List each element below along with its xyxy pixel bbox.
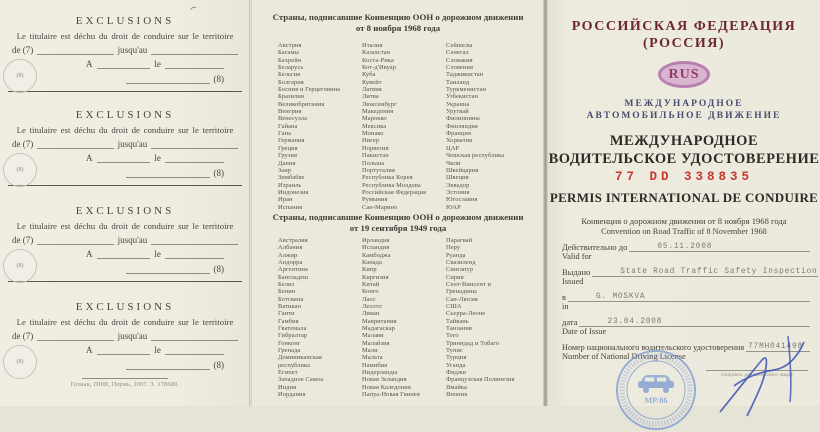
country-name: Беларусь — [278, 64, 304, 72]
field-label: de (7) — [12, 139, 34, 149]
country-name: Пакистан — [362, 152, 389, 160]
country-name: Нидерланды — [362, 369, 398, 377]
field-label: (8) — [213, 168, 224, 178]
country-name: Республика Корея — [362, 174, 413, 182]
exclusions-title: EXCLUSIONS — [75, 15, 175, 27]
field-label: A — [86, 153, 93, 163]
country-name: Венгрия — [278, 108, 302, 116]
form-row — [0, 135, 250, 149]
field-label-en: Valid for — [562, 252, 592, 261]
convention-1968-country-list — [252, 42, 544, 211]
convention-1949-title — [252, 211, 544, 234]
country-name: Кувейт — [362, 78, 382, 86]
exclusions-block — [0, 6, 250, 100]
convention-1949-country-list — [252, 237, 544, 399]
country-name: Бенин — [278, 288, 296, 296]
blank-line — [97, 249, 151, 259]
country-name: Куба — [362, 71, 376, 79]
permit-title-fr: PERMIS INTERNATIONAL DE CONDUIRE — [549, 190, 819, 205]
blank-line — [165, 345, 224, 355]
permit-cover-panel — [548, 0, 820, 406]
seal-placeholder-circle — [3, 59, 37, 93]
country-name: Бельгия — [278, 71, 301, 79]
official-signature — [700, 330, 820, 424]
exclusions-block — [0, 196, 250, 290]
car-icon — [638, 375, 674, 393]
country-name: Хорватия — [446, 137, 473, 145]
field-label: A — [86, 249, 93, 259]
country-name: Казахстан — [362, 49, 391, 57]
country-name: Тунис — [446, 347, 463, 355]
country-name: Заир — [278, 166, 292, 174]
stamp-center-text: МР/86 — [644, 396, 668, 405]
field-label: le — [154, 345, 161, 355]
field-label: jusqu'au — [117, 235, 148, 245]
form-line — [629, 241, 810, 252]
country-name: Словения — [446, 64, 474, 72]
country-name: Румыния — [362, 196, 388, 204]
form-row — [0, 231, 250, 245]
country-name: Свазиленд — [446, 258, 476, 266]
exclusions-text: Le titulaire est déchu du droit de conduire sur le territoire — [16, 125, 234, 135]
country-name: Тринидад и Тобаго — [446, 339, 500, 347]
blank-line — [126, 264, 210, 274]
field-label-ru: Действительно до — [562, 242, 628, 252]
country-name: Доминиканская республика — [278, 354, 322, 369]
country-name: Того — [446, 332, 459, 340]
field-label: le — [154, 249, 161, 259]
printer-imprint: Гознак, ППФ, Пермь, 2007. З. 178680. — [70, 381, 180, 388]
country-name: Бангладеш — [278, 273, 309, 281]
country-name: Багамы — [278, 49, 299, 57]
country-name: Российская Федерация — [362, 188, 427, 196]
field-label: A — [86, 345, 93, 355]
country-name: Аргентина — [278, 266, 308, 274]
blank-line — [151, 139, 238, 149]
country-name: Белиз — [278, 280, 295, 288]
country-name: Швейцария — [446, 166, 479, 174]
blank-line — [97, 59, 151, 69]
country-name: Исландия — [362, 244, 390, 252]
country-name: Сан-Марино — [362, 203, 398, 211]
country-name: Кот-д'Ивуар — [362, 64, 397, 72]
country-name: Андорра — [278, 258, 303, 266]
country-name: Намибия — [362, 361, 388, 369]
form-row — [74, 245, 236, 259]
country-name: Гана — [278, 130, 292, 138]
country-name: Испания — [278, 203, 303, 211]
country-name: Греция — [278, 144, 298, 152]
country-name: Французская Полинезия — [446, 376, 515, 384]
country-name: Австралия — [278, 236, 308, 244]
field-label: A — [86, 59, 93, 69]
country-name: Гибралтар — [278, 332, 308, 340]
blank-line — [97, 153, 151, 163]
country-name: Кипр — [362, 266, 377, 274]
country-name: Ямайка — [446, 383, 467, 391]
country-name: Мали — [362, 347, 378, 355]
title-line: ВОДИТЕЛЬСКОЕ УДОСТОВЕРЕНИЕ — [548, 151, 820, 167]
country-name: Уругвай — [446, 108, 469, 116]
field-label-ru: в — [562, 292, 567, 302]
country-name: Франция — [446, 130, 471, 138]
form-row — [0, 327, 250, 341]
exclusions-text: Le titulaire est déchu du droit de conduire sur le territoire — [16, 31, 234, 41]
country-name: Сан-Люсия — [446, 295, 478, 303]
country-name: Литва — [362, 93, 379, 101]
country-name: Италия — [362, 42, 383, 49]
country-column — [278, 42, 362, 211]
country-name: Болгария — [278, 78, 304, 86]
country-name: Нигер — [362, 137, 380, 145]
blank-line — [97, 345, 151, 355]
country-name: Австрия — [278, 42, 302, 49]
field-label-en: in — [562, 302, 569, 311]
exclusions-title: EXCLUSIONS — [75, 205, 175, 217]
blank-line — [37, 331, 113, 341]
country-name: Туркменистан — [446, 86, 486, 94]
country-name: Сент-Винсент и Гренадины — [446, 280, 492, 296]
field-label-en: Issued — [562, 277, 584, 286]
country-name: Латвия — [362, 86, 382, 94]
circle-note: (8) — [16, 263, 24, 269]
country-name: Руанда — [446, 251, 466, 259]
field-label-ru: Выдано — [562, 267, 591, 277]
form-line — [592, 266, 817, 277]
form-line — [579, 316, 810, 327]
country-name: Ливан — [362, 310, 380, 318]
field-label-ru: Номер национального водительского удостоверения — [562, 343, 745, 352]
form-row — [74, 55, 236, 69]
circle-note: (8) — [16, 167, 24, 173]
country-name: Турция — [446, 354, 467, 362]
circle-note: (8) — [16, 73, 24, 79]
field-label: le — [154, 153, 161, 163]
country-name: Германия — [278, 137, 305, 145]
field-label: jusqu'au — [117, 139, 148, 149]
field-label: (8) — [213, 360, 224, 370]
blank-line — [37, 235, 113, 245]
country-name: Парагвай — [446, 236, 473, 244]
country-name: Дания — [278, 159, 296, 167]
country-name: Конго — [362, 288, 379, 296]
rus-badge-wrap — [548, 61, 820, 88]
divider — [82, 378, 168, 379]
country-name: Гаити — [278, 310, 295, 318]
country-name: Швеция — [446, 174, 469, 182]
country-name: Индия — [278, 383, 297, 391]
country-name: Чили — [446, 159, 461, 167]
country-column — [278, 237, 362, 399]
country-name: Камбоджа — [362, 251, 391, 259]
title-line: Страны, подписавшие Конвенцию ООН о дорожном движении — [272, 12, 524, 22]
country-name: Израиль — [278, 181, 302, 189]
convention-1968-title — [252, 0, 544, 34]
exclusions-title: EXCLUSIONS — [75, 109, 175, 121]
field-label: (8) — [213, 264, 224, 274]
country-name: Китай — [362, 280, 380, 288]
title-line: Страны, подписавшие Конвенцию ООН о дорожном движении — [272, 211, 524, 222]
country-name: Венесуэла — [278, 115, 308, 123]
field-issued-by — [562, 266, 818, 287]
permit-serial-number: 77 DD 338835 — [614, 170, 753, 184]
country-name: Фиджи — [446, 369, 467, 377]
form-row — [74, 149, 236, 163]
field-label: de (7) — [12, 45, 34, 55]
country-name: Сенегал — [446, 49, 469, 57]
country-name: Гамбия — [278, 317, 299, 325]
country-name: Монако — [362, 130, 384, 138]
country-name: Малайзия — [362, 339, 390, 347]
field-label: (8) — [213, 74, 224, 84]
country-name: Сьерра-Леоне — [446, 310, 486, 318]
country-name: Босния и Герцеговина — [278, 86, 341, 94]
field-label: jusqu'au — [117, 331, 148, 341]
country-name: Ирландия — [362, 236, 390, 244]
country-name: Сирия — [446, 273, 464, 281]
country-name: Узбекистан — [446, 93, 478, 101]
divider — [8, 91, 242, 92]
country-name: Новая Каледония — [362, 383, 411, 391]
permit-title-ru — [548, 132, 820, 168]
circle-note: (8) — [16, 359, 24, 365]
country-name: Бразилия — [278, 93, 304, 101]
form-line — [568, 291, 810, 302]
blank-line — [151, 45, 238, 55]
title-line: АВТОМОБИЛЬНОЕ ДВИЖЕНИЕ — [586, 111, 782, 121]
country-name: Иордания — [278, 391, 306, 399]
country-name: Тайвань — [446, 317, 469, 325]
country-column — [362, 42, 446, 211]
blank-line — [126, 74, 210, 84]
country-name: Папуа-Новая Гвинея — [362, 391, 420, 399]
country-name: Филиппины — [446, 115, 480, 123]
country-name: Польша — [362, 159, 385, 167]
form-row — [0, 41, 250, 55]
seal-placeholder-circle — [3, 345, 37, 379]
form-row — [74, 341, 236, 355]
country-name: Люксембург — [362, 100, 397, 108]
country-name: Япония — [446, 391, 468, 399]
blank-line — [37, 139, 113, 149]
divider — [8, 281, 242, 282]
country-name: Республика Молдова — [362, 181, 421, 189]
country-name: Чешская республика — [446, 152, 505, 160]
country-name: Великобритания — [278, 100, 325, 108]
country-name: Эквадор — [446, 181, 470, 189]
blank-line — [151, 331, 238, 341]
country-name: Зимбабве — [278, 174, 305, 182]
exclusions-panel — [0, 0, 250, 406]
country-name: Канада — [362, 258, 382, 266]
blank-line — [165, 59, 224, 69]
country-name: Мавритания — [362, 317, 397, 325]
blank-line — [165, 153, 224, 163]
blank-line — [126, 168, 210, 178]
field-valid-until — [562, 241, 810, 262]
exclusions-block — [0, 292, 250, 386]
convention-reference-ru: Конвенция о дорожном движении от 8 ноября 1968 года — [581, 216, 787, 226]
country-title — [548, 18, 820, 52]
country-column — [446, 42, 530, 211]
country-name: Гонконг — [278, 339, 301, 347]
blank-line — [151, 235, 238, 245]
country-name: Алжир — [278, 251, 298, 259]
field-value: G. MOSKVA — [596, 293, 646, 301]
country-name: Гренада — [278, 347, 301, 355]
field-label: le — [154, 59, 161, 69]
country-name: Сингапур — [446, 266, 474, 274]
field-value: 77MH041498 — [748, 343, 803, 351]
title-line: МЕЖДУНАРОДНОЕ — [624, 99, 744, 109]
signature-caption: (подпись должностного лица) — [721, 372, 793, 378]
field-label-en: Date of Issue — [562, 327, 607, 336]
field-value: 05.11.2008 — [657, 243, 713, 251]
country-name: Сейшелы — [446, 42, 473, 49]
country-name: Македония — [362, 108, 394, 116]
field-issued-in — [562, 291, 810, 312]
divider — [8, 185, 242, 186]
country-column — [446, 237, 530, 399]
country-name: Мадагаскар — [362, 325, 395, 333]
country-name: Таиланд — [446, 78, 470, 86]
country-name: Лаос — [362, 295, 376, 303]
title-line: от 19 сентября 1949 года — [349, 222, 447, 233]
country-name: Таджикистан — [446, 71, 484, 79]
country-name: Югославия — [446, 196, 478, 204]
country-name: Марокко — [362, 115, 387, 123]
exclusions-title: EXCLUSIONS — [75, 301, 175, 313]
field-value: 23.04.2008 — [607, 318, 663, 326]
country-name: Малави — [362, 332, 384, 340]
country-name: ЦАР — [446, 144, 460, 152]
convention-reference-en: Convention on Road Traffic of 8 November 1968 — [601, 227, 767, 236]
rus-oval-badge: RUS — [658, 61, 710, 88]
country-name: Бахрейн — [278, 56, 302, 64]
field-value: State Road Traffic Safety Inspection — [620, 268, 818, 276]
country-name: Танзания — [446, 325, 472, 333]
exclusions-text: Le titulaire est déchu du droit de conduire sur le territoire — [16, 221, 234, 231]
title-line: от 8 ноября 1968 года — [355, 23, 441, 33]
title-line: РОССИЙСКАЯ ФЕДЕРАЦИЯ — [571, 19, 797, 34]
country-name: Эстония — [446, 188, 470, 196]
seal-placeholder-circle — [3, 153, 37, 187]
title-line: (РОССИЯ) — [642, 36, 726, 51]
field-label: jusqu'au — [117, 45, 148, 55]
country-name: Норвегия — [362, 144, 389, 152]
blank-line — [165, 249, 224, 259]
country-name: Уганда — [446, 361, 466, 369]
country-name: Мальта — [362, 354, 383, 362]
stamp-rim-text-illegible — [622, 356, 690, 424]
country-name: Украина — [446, 100, 470, 108]
field-label: de (7) — [12, 331, 34, 341]
country-name: Египет — [278, 369, 298, 377]
country-name: Иран — [278, 196, 293, 204]
international-traffic-heading — [548, 98, 820, 122]
country-name: Финляндия — [446, 122, 478, 130]
country-name: Перу — [446, 244, 461, 252]
blank-line — [126, 360, 210, 370]
country-name: Гайана — [278, 122, 298, 130]
country-name: США — [446, 303, 462, 310]
field-label: de (7) — [12, 235, 34, 245]
field-label-en: Number of National Driving License — [562, 352, 686, 361]
country-name: Ватикан — [278, 303, 302, 310]
country-name: Грузия — [278, 152, 298, 160]
country-name: Западное Самоа — [278, 376, 324, 384]
field-label-ru: дата — [562, 317, 578, 327]
country-name: Новая Зеландия — [362, 376, 407, 384]
conventions-panel — [252, 0, 544, 406]
title-line: МЕЖДУНАРОДНОЕ — [609, 133, 759, 149]
country-name: Коста-Рика — [362, 56, 394, 64]
country-name: Мексика — [362, 122, 387, 130]
country-name: Словакия — [446, 56, 473, 64]
country-name: Гватемала — [278, 325, 307, 333]
country-name: Индонезия — [278, 188, 309, 196]
country-name: Португалия — [362, 166, 395, 174]
country-column — [362, 237, 446, 399]
country-name: Киргизия — [362, 273, 389, 281]
official-stamp — [614, 348, 698, 432]
exclusions-text: Le titulaire est déchu du droit de conduire sur le territoire — [16, 317, 234, 327]
blank-line — [37, 45, 113, 55]
country-name: Албания — [278, 244, 303, 252]
country-name: Ботсвана — [278, 295, 304, 303]
country-name: ЮАР — [446, 203, 461, 211]
exclusions-block — [0, 100, 250, 194]
country-name: Лесото — [362, 303, 382, 310]
seal-placeholder-circle — [3, 249, 37, 283]
